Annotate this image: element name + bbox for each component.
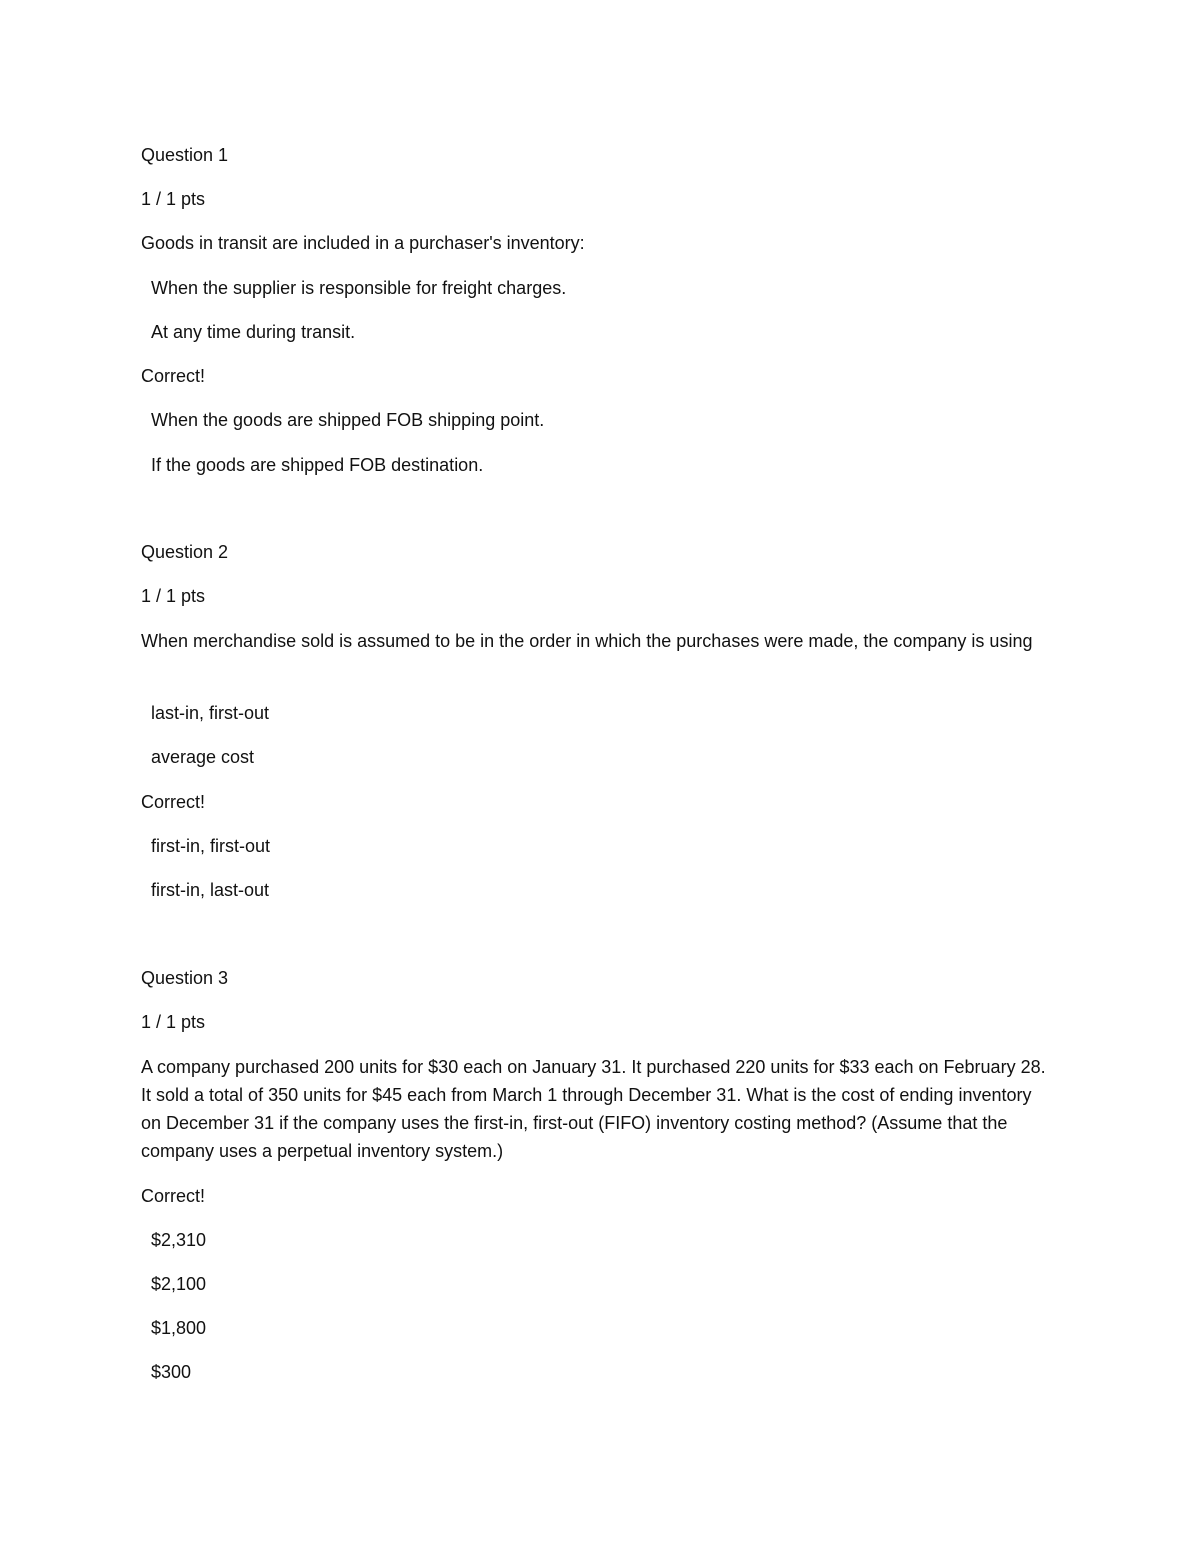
question-3-option: $300 [151,1362,192,1382]
question-2-prompt: When merchandise sold is assumed to be in the order in which the purchases were made, the company is using [141,631,1033,651]
question-3-points: 1 / 1 pts [141,1012,206,1032]
question-3-title: Question 3 [141,968,229,988]
question-1-option: If the goods are shipped FOB destination. [151,455,484,475]
question-1-prompt: Goods in transit are included in a purchaser's inventory: [141,233,585,253]
question-2-option: first-in, last-out [151,880,270,900]
question-2-option: average cost [151,747,255,767]
question-2-option: last-in, first-out [151,703,270,723]
question-3-option-correct: $2,310 [151,1230,207,1250]
question-2-points: 1 / 1 pts [141,586,206,606]
question-2-option-correct: first-in, first-out [151,836,271,856]
question-2-title: Question 2 [141,542,229,562]
question-3-option: $2,100 [151,1274,207,1294]
question-1-option: When the supplier is responsible for freight charges. [151,278,567,298]
question-3-correct-label: Correct! [141,1186,206,1206]
question-3-option: $1,800 [151,1318,207,1338]
question-1-option: At any time during transit. [151,322,356,342]
question-3-prompt: A company purchased 200 units for $30 each on January 31. It purchased 220 units for $33 each on February 28. It sold a total of 350 units for $45 each from March 1 through December 31. What is the cost of ending inventory on December 31 if the company uses the first-in, first-out (FIFO) inventory costing method? (Assume that the company uses a perpetual inventory system.) [141,1057,1046,1161]
question-1-points: 1 / 1 pts [141,189,206,209]
question-1-correct-label: Correct! [141,366,206,386]
question-1-option-correct: When the goods are shipped FOB shipping point. [151,410,545,430]
question-1-title: Question 1 [141,145,229,165]
question-2-correct-label: Correct! [141,792,206,812]
